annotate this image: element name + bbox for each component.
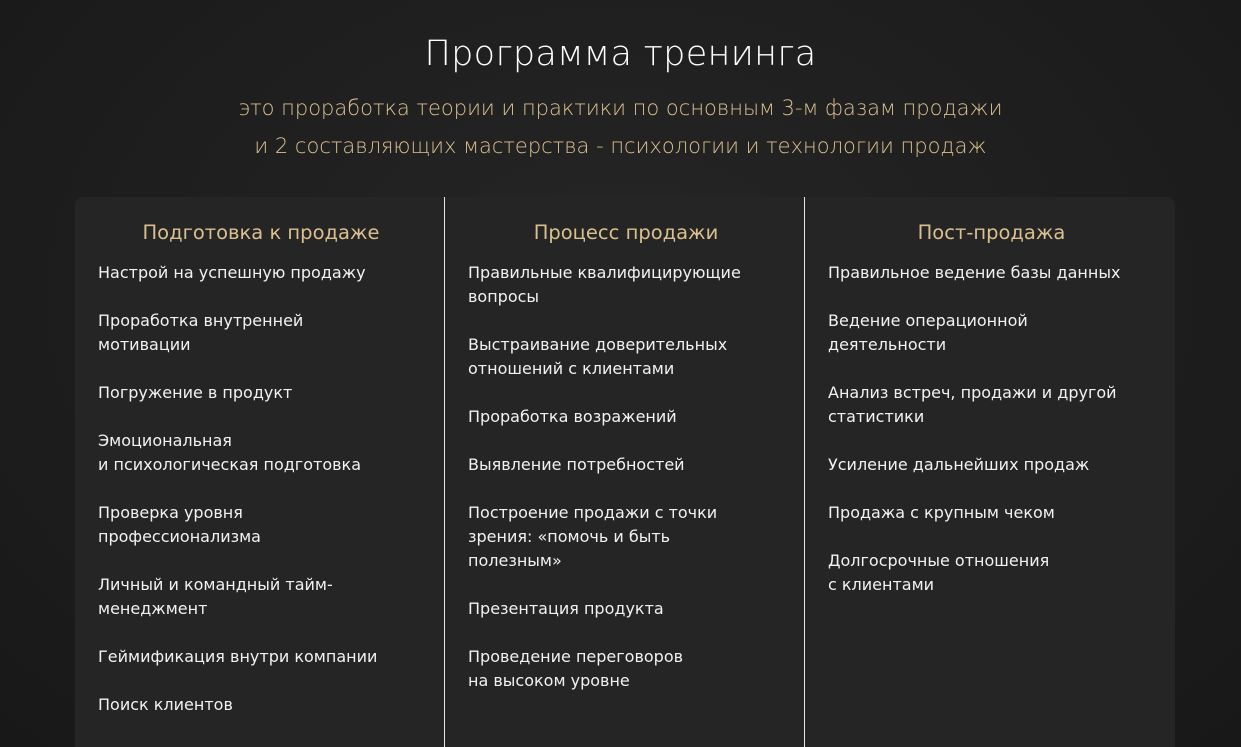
column-sales-process [444, 197, 804, 747]
list-item: Поиск клиентов [98, 695, 233, 714]
column-preparation [75, 197, 444, 747]
list-item: Личный и командный тайм- менеджмент [98, 575, 333, 618]
list-item: Выстраивание доверительных отношений с клиентами [468, 335, 728, 378]
list-item: Усиление дальнейших продаж [828, 455, 1090, 474]
list-item: Построение продажи с точки зрения: «помочь и быть полезным» [468, 503, 718, 570]
subtitle-line: и 2 составляющих мастерства - психологии и технологии продаж [254, 134, 987, 158]
list-item: Погружение в продукт [98, 383, 293, 402]
list-item: Долгосрочные отношения с клиентами [828, 551, 1050, 594]
list-item: Ведение операционной деятельности [828, 311, 1028, 354]
list-item: Настрой на успешную продажу [98, 263, 366, 282]
list-item: Правильные квалифицирующие вопросы [468, 263, 741, 306]
list-item: Эмоциональная и психологическая подготовка [98, 431, 362, 474]
list-item: Правильное ведение базы данных [828, 263, 1121, 282]
list-item: Анализ встреч, продажи и другой статистики [828, 383, 1117, 426]
list-item: Геймификация внутри компании [98, 647, 378, 666]
column-heading: Пост-продажа [917, 221, 1066, 244]
column-heading: Подготовка к продаже [142, 221, 380, 244]
list-item: Продажа с крупным чеком [828, 503, 1055, 522]
list-item: Проработка возражений [468, 407, 677, 426]
page-title: Программа тренинга [424, 34, 817, 74]
item-list [828, 261, 1155, 597]
list-item: Проработка внутренней мотивации [98, 311, 304, 354]
list-item: Презентация продукта [468, 599, 664, 618]
subtitle-line: это проработка теории и практики по основным 3-м фазам продажи [238, 96, 1003, 120]
column-post-sale [804, 197, 1175, 747]
list-item: Выявление потребностей [468, 455, 685, 474]
item-list [468, 261, 784, 693]
program-card [75, 197, 1175, 747]
list-item: Проведение переговоров на высоком уровне [468, 647, 684, 690]
column-heading: Процесс продажи [533, 221, 719, 244]
item-list [98, 261, 424, 717]
list-item: Проверка уровня профессионализма [98, 503, 261, 546]
page-subtitle [0, 89, 1241, 165]
